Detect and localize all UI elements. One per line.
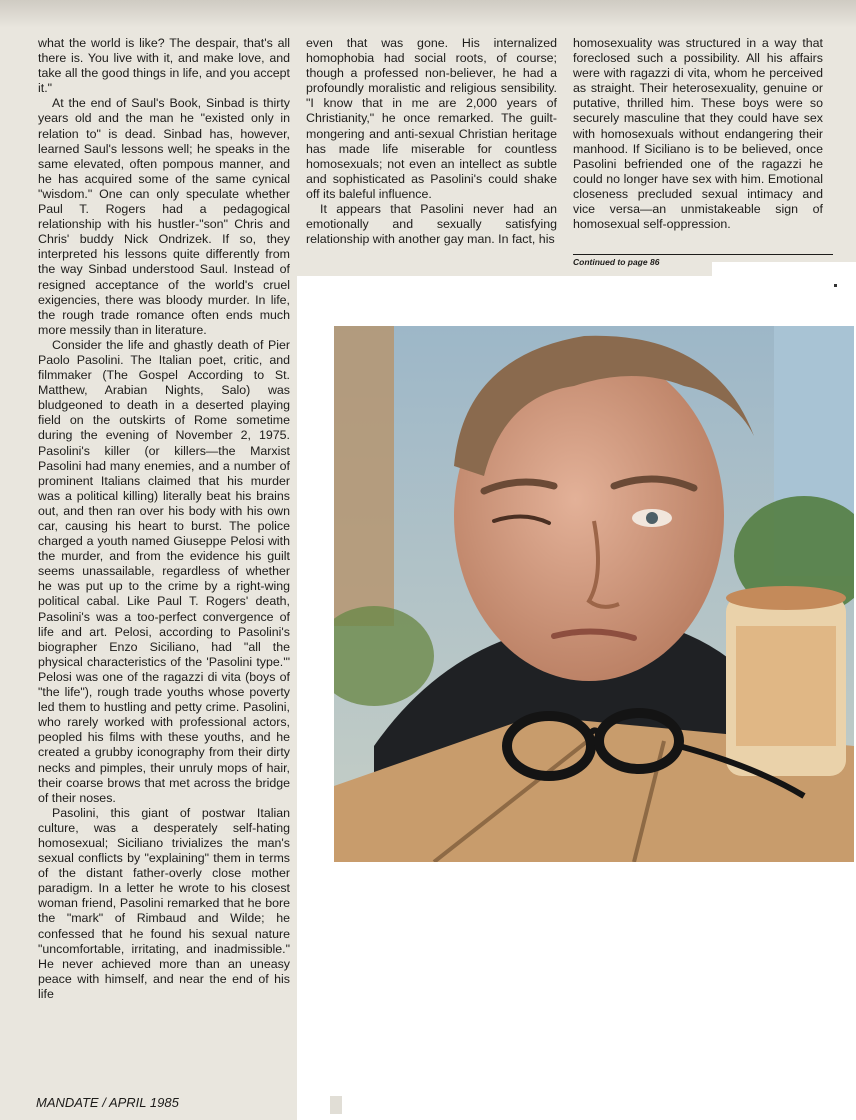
column-end-rule [573,254,833,255]
portrait-illustration [334,326,854,862]
paragraph: Consider the life and ghastly death of Pier Paolo Pasolini. The Italian poet, critic, and filmmaker (The Gospel According to St. Matthew, Arabian Nights, Salo) was bludgeoned to death in a deserted playing field on the outskirts of Rome sometime during the evening of November 2, 1975. Pasolini's killer (or killers—the Marxist Pasolini had many enemies, and a number of prominent Italians claimed that his murder was a political killing) literally beat his brains out, and then ran over his body with his own car, causing his heart to burst. The police charged a youth named Giuseppe Pelosi with the murder, and from the evidence his guilt seems unassailable, regardless of whether he was put up to the crime by a right-wing political cabal. Like Paul T. Rogers' death, Pasolini's was a too-perfect convergence of life and art. Pelosi, according to Pasolini's biographer Enzo Siciliano, had "all the physical characteristics of the 'Pasolini type.'" Pelosi was one of the ragazzi di vita (boys of "the life"), rough trade youths whose poverty led them to hustling and petty crime. Pasolini, who rarely worked with professional actors, peopled his films with these youths, and he created a grubby iconography from their dirty necks and pimples, their unruly mops of hair, their coarse brows that met across the bridge of their noses. [38,337,290,805]
continued-note: Continued to page 86 [573,257,660,267]
background-wall [334,326,394,626]
paragraph: It appears that Pasolini never had an emotionally and sexually satisfying relationship with another gay man. In fact, his [306,202,557,247]
page-top-edge [0,0,856,28]
paragraph: At the end of Saul's Book, Sinbad is thirty years old and the man he "existed only in relation to" is dead. Sinbad has, however, learned Saul's lessons well; he speaks in the same elevated, often pompous manner, and he has acquired some of the same cynical "wisdom." One can only speculate whether Paul T. Rogers had a pedagogical relationship with his hustler-"son" Chris and Chris' buddy Nick Ondrizek. If so, they interpreted his lessons quite differently from the way Sinbad understood Saul. Instead of resigned acceptance of the world's cruel exigencies, there was bloody murder. In life, the rough trade romance often ends much more messily than in literature. [38,96,290,337]
paragraph: what the world is like? The despair, that's all there is. You live with it, and make love, and take all the good things in life, and you accept it." [38,36,290,96]
article-column-3 [573,36,823,232]
portrait-photo [334,326,854,862]
page-footer: MANDATE / APRIL 1985 [36,1095,179,1110]
paragraph: homosexuality was structured in a way that foreclosed such a possibility. All his affairs were with ragazzi di vita, whom he perceived as straight. Their heterosexuality, genuine or putative, thrilled him. These boys were so securely masculine that they could have sex with homosexuals without endangering their manhood. If Siciliano is to be believed, once Pasolini befriended one of the ragazzi he could no longer have sex with him. Emotional closeness precluded sexual intimacy and vice versa—an unmistakeable sign of homosexual self-oppression. [573,36,823,232]
mug-print [736,626,836,746]
article-column-2 [306,36,557,247]
article-column-1 [38,36,290,1002]
paragraph: Pasolini, this giant of postwar Italian culture, was a desperately self-hating homosexual; Siciliano trivializes the man's sexual conflicts by "explaining" them in terms of the distant father-overly close mother paradigm. In a letter he wrote to his closest woman friend, Pasolini remarked that he bore the "mark" of Rimbaud and Wilde; he confessed that he found his sexual nature "uncomfortable, irritating, and inadmissible." He never achieved more than an uneasy peace with himself, and near the end of his life [38,805,290,1001]
scan-speck [834,284,837,287]
scan-speck [330,1096,342,1114]
paragraph: even that was gone. His internalized homophobia had social roots, of course; though a professed non-believer, he had a profoundly moralistic and religious sensibility. "I know that in me are 2,000 years of Christianity," he once remarked. The guilt-mongering and anti-sexual Christian heritage has made life miserable for countless homosexuals; not even an intellect as subtle and sophisticated as Pasolini's could shake off its baleful influence. [306,36,557,201]
eye-iris [646,512,658,524]
mug-rim [726,586,846,610]
